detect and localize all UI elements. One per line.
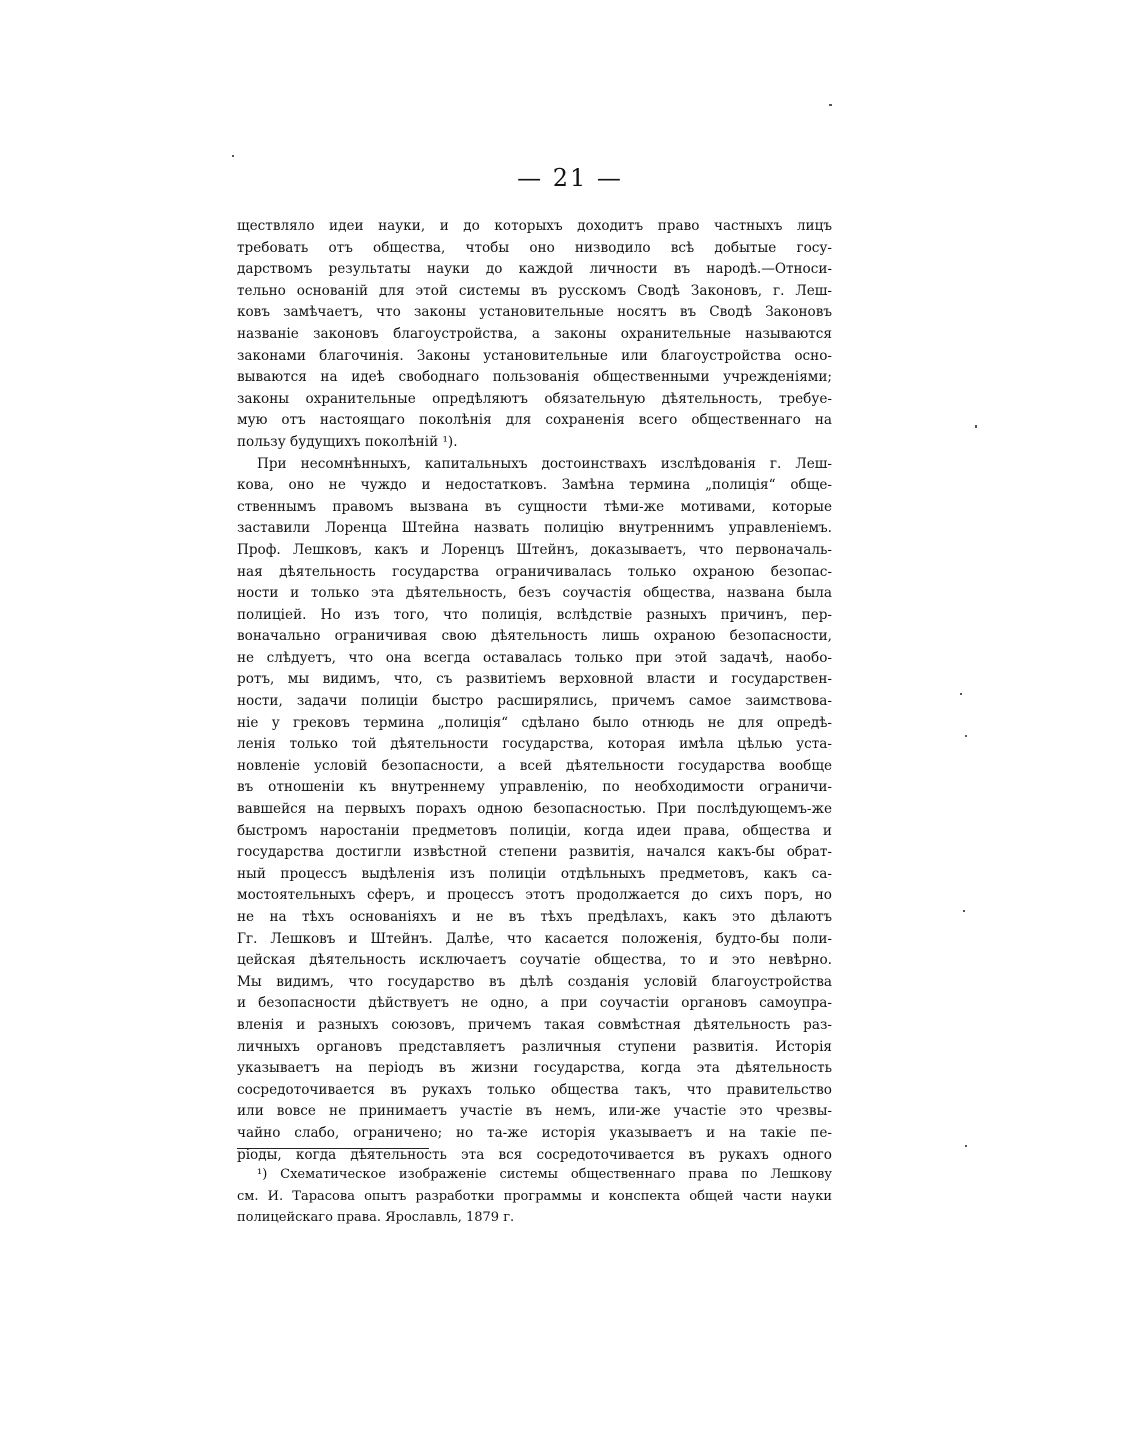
body-line: ности, задачи полиціи быстро расширялись, причемъ самое заимствова- (237, 693, 832, 710)
body-line: воначально ограничивая свою дѣятельность лишь охраною безопасности, (237, 628, 832, 645)
body-line: вываются на идеѣ свободнаго пользованія общественными учрежденіями; (237, 369, 832, 386)
body-line: дарствомъ результаты науки до каждой личности въ народѣ.—Относи- (237, 261, 832, 278)
scan-speck (232, 155, 234, 157)
scan-speck (965, 735, 967, 737)
body-line: тельно основаній для этой системы въ русскомъ Сводѣ Законовъ, г. Леш- (237, 282, 832, 299)
footnote (237, 1164, 832, 1229)
body-line: новленіе условій безопасности, а всей дѣятельности государства вообще (237, 757, 832, 774)
body-line: ніе у грековъ термина „полиція“ сдѣлано было отнюдь не для опредѣ- (237, 714, 832, 731)
body-line: государства достигли извѣстной степени развитія, начался какъ-бы обрат- (237, 844, 832, 861)
body-line: пользу будущихъ поколѣній ¹). (237, 433, 458, 450)
footnote-line: см. И. Тарасова опытъ разработки программы и конспекта общей части науки (237, 1188, 832, 1204)
footnote-line: полицейскаго права. Ярославль, 1879 г. (237, 1210, 515, 1225)
body-line: ротъ, мы видимъ, что, съ развитіемъ верховной власти и государствен- (237, 671, 832, 688)
body-line: цейская дѣятельность исключаетъ соучатіе общества, то и это невѣрно. (237, 952, 832, 969)
body-line: не на тѣхъ основаніяхъ и не въ тѣхъ предѣлахъ, какъ это дѣлаютъ (237, 909, 832, 925)
scan-speck (963, 910, 965, 912)
body-line: законы охранительные опредѣляютъ обязательную дѣятельность, требуе- (237, 390, 832, 407)
body-line: Гг. Лешковъ и Штейнъ. Далѣе, что касается положенія, будто-бы поли- (237, 930, 832, 947)
footnote-line: ¹) Схематическое изображеніе системы общественнаго права по Лешкову (257, 1167, 832, 1182)
body-line: ственнымъ правомъ вызвана въ сущности тѣми-же мотивами, которые (237, 498, 832, 515)
body-line: вленія и разныхъ союзовъ, причемъ такая совмѣстная дѣятельность раз- (237, 1016, 832, 1033)
body-line: ріоды, когда дѣятельность эта вся сосредоточивается въ рукахъ одного (237, 1146, 832, 1163)
body-line: мостоятельныхъ сферъ, и процессъ этотъ продолжается до сихъ поръ, но (237, 887, 832, 904)
body-line: кова, оно не чуждо и недостатковъ. Замѣна термина „полиція“ обще- (237, 477, 832, 494)
body-line: требовать отъ общества, чтобы оно низводило всѣ добытые госу- (237, 239, 832, 256)
body-line: не слѣдуетъ, что она всегда оставалась только при этой задачѣ, наобо- (237, 649, 832, 666)
body-line: въ отношеніи къ внутреннему управленію, по необходимости ограничи- (237, 779, 832, 796)
scan-speck (960, 693, 962, 695)
body-line: заставили Лоренца Штейна назвать полицію внутреннимъ управленіемъ. (237, 520, 832, 537)
body-line: мую отъ настоящаго поколѣнія для сохраненія всего общественнаго на (237, 412, 832, 429)
body-line: Проф. Лешковъ, какъ и Лоренцъ Штейнъ, доказываетъ, что первоначаль- (237, 541, 832, 558)
body-text (237, 216, 832, 1166)
body-line: вавшейся на первыхъ порахъ одною безопасностью. При послѣдующемъ-же (237, 801, 832, 818)
scan-speck (975, 425, 977, 428)
body-line: сосредоточивается въ рукахъ только общества такъ, что правительство (237, 1081, 832, 1098)
body-line: полиціей. Но изъ того, что полиція, вслѣдствіе разныхъ причинъ, пер- (237, 606, 832, 623)
body-line: или вовсе не принимаетъ участіе въ немъ, или-же участіе это чрезвы- (237, 1103, 832, 1120)
body-line: При несомнѣнныхъ, капитальныхъ достоинствахъ изслѣдованія г. Леш- (257, 455, 832, 472)
body-line: Мы видимъ, что государство въ дѣлѣ созданія условій благоустройства (237, 973, 832, 990)
body-line: ществляло идеи науки, и до которыхъ доходитъ право частныхъ лицъ (237, 218, 832, 234)
scan-speck (965, 1145, 967, 1147)
body-line: указываетъ на періодъ въ жизни государства, когда эта дѣятельность (237, 1060, 832, 1077)
scan-speck (829, 104, 832, 106)
footnote-divider (237, 1148, 429, 1149)
body-line: и безопасности дѣйствуетъ не одно, а при соучастіи органовъ самоупра- (237, 995, 832, 1012)
body-line: названіе законовъ благоустройства, а законы охранительные называются (237, 325, 832, 342)
body-line: ная дѣятельность государства ограничивалась только охраною безопас- (237, 563, 832, 580)
body-line: законами благочинія. Законы установительные или благоустройства осно- (237, 347, 832, 364)
page-number: — 21 — (517, 164, 623, 192)
body-line: быстромъ наростаніи предметовъ полиціи, когда идеи права, общества и (237, 822, 832, 839)
body-line: ленія только той дѣятельности государства, которая имѣла цѣлью уста- (237, 736, 832, 753)
body-line: ный процессъ выдѣленія изъ полиціи отдѣльныхъ предметовъ, какъ са- (237, 865, 832, 882)
body-line: чайно слабо, ограничено; но та-же исторія указываетъ и на такіе пе- (237, 1124, 832, 1141)
body-line: ности и только эта дѣятельность, безъ соучастія общества, названа была (237, 585, 832, 602)
body-line: личныхъ органовъ представляетъ различныя ступени развитія. Исторія (237, 1038, 832, 1055)
body-line: ковъ замѣчаетъ, что законы установительные носятъ въ Сводѣ Законовъ (237, 304, 832, 321)
